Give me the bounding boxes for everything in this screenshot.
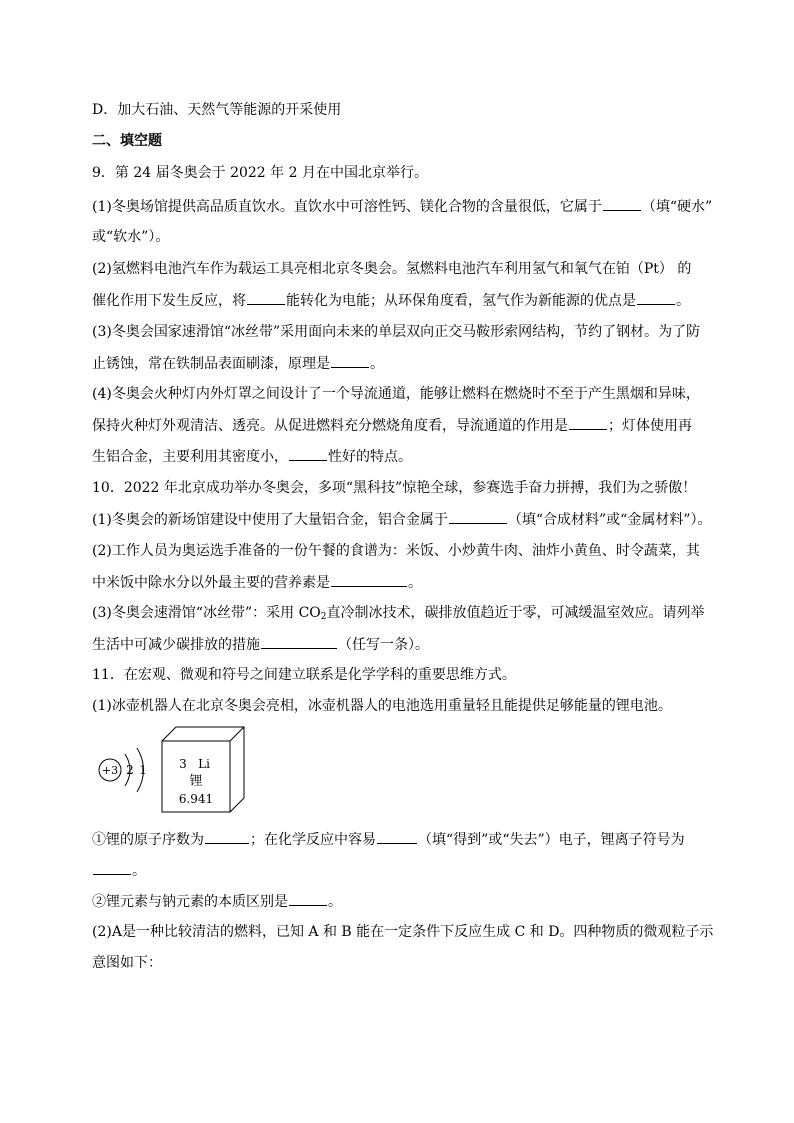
- atomic-mass: 6.941: [178, 792, 214, 806]
- shell-2-count: 1: [139, 763, 147, 777]
- question-9-stem: 9．第 24 届冬奥会于 2022 年 2 月在中国北京举行。: [92, 165, 428, 181]
- question-9-part-3: (3)冬奥会国家速滑馆“冰丝带”采用面向未来的单层双向正交马鞍形索网结构，节约了钢材。为了防: [92, 324, 701, 340]
- answer-blank[interactable]: [205, 829, 249, 844]
- question-11-sub-2: ②锂元素与钠元素的本质区别是 。: [92, 891, 704, 912]
- answer-blank[interactable]: [331, 572, 407, 587]
- element-name: 锂: [189, 774, 203, 789]
- element-card: [162, 727, 244, 812]
- answer-blank[interactable]: [603, 196, 641, 211]
- section-heading-fill-blank: 二、填空题: [92, 133, 162, 149]
- question-9-part-2: (2)氢燃料电池汽车作为载运工具亮相北京冬奥会。氢燃料电池汽车利用氢气和氧气在铂（Pt） 的: [92, 261, 692, 277]
- answer-blank[interactable]: [289, 891, 327, 906]
- answer-blank[interactable]: [331, 353, 369, 368]
- question-11-part-2: (2)A是一种比较清洁的燃料，已知 A 和 B 能在一定条件下反应生成 C 和 D。四种物质的微观粒子示: [92, 924, 714, 940]
- answer-blank[interactable]: [449, 509, 507, 524]
- question-10-stem: 10．2022 年北京成功举办冬奥会，多项“黑科技”惊艳全球，参赛选手奋力拼搏，我们为之骄傲！: [92, 480, 697, 496]
- question-9-part-2-cont: 催化作用下发生反应，将 能转化为电能；从环保角度看，氢气作为新能源的优点是 。: [92, 290, 704, 311]
- question-11-sub-1: ①锂的原子序数为 ；在化学反应中容易 （填“得到”或“失去”）电子，锂离子符号为: [92, 829, 704, 850]
- question-10-part-1: (1)冬奥会的新场馆建设中使用了大量铝合金，铝合金属于 （填“合成材料”或“金属材料”）。: [92, 509, 704, 530]
- question-11-part-2-cont: 意图如下：: [92, 955, 162, 971]
- question-11-sub-1-cont: 。: [92, 860, 704, 881]
- question-10-part-3-cont: 生活中可减少碳排放的措施 （任写一条）。: [92, 634, 704, 655]
- question-11-stem: 11．在宏观、微观和符号之间建立联系是化学学科的重要思维方式。: [92, 667, 516, 683]
- question-9-part-4: (4)冬奥会火种灯内外灯罩之间设计了一个导流通道，能够让燃料在燃烧时不至于产生黑烟和异味，: [92, 386, 700, 402]
- question-10-part-2: (2)工作人员为奥运选手准备的一份午餐的食谱为：米饭、小炒黄牛肉、油炸小黄鱼、时令蔬菜，其: [92, 543, 700, 559]
- atom-structure: [99, 748, 147, 792]
- element-symbol: Li: [198, 757, 210, 771]
- question-10-part-2-cont: 中米饭中除水分以外最主要的营养素是 。: [92, 572, 704, 593]
- atomic-number: 3: [179, 757, 187, 771]
- answer-blank[interactable]: [289, 446, 327, 461]
- nucleus-charge: +3: [101, 764, 119, 777]
- answer-blank[interactable]: [377, 829, 417, 844]
- question-9-part-3-cont: 止锈蚀，常在铁制品表面刷漆，原理是 。: [92, 353, 704, 374]
- question-9-part-1: (1)冬奥场馆提供高品质直饮水。直饮水中可溶性钙、镁化合物的含量很低，它属于 （填“硬水”: [92, 196, 704, 217]
- question-9-part-4-cont: 保持火种灯外观清洁、透亮。从促进燃料充分燃烧角度看，导流通道的作用是 ；灯体使用再: [92, 415, 704, 436]
- answer-blank[interactable]: [637, 290, 675, 305]
- question-9-part-1-cont: 或“软水”）。: [92, 229, 170, 245]
- answer-blank[interactable]: [93, 860, 131, 875]
- card-edge: [230, 727, 244, 741]
- shell-1-count: 2: [126, 763, 134, 777]
- answer-blank[interactable]: [247, 290, 285, 305]
- lithium-diagram: [92, 724, 262, 816]
- question-9-part-4-cont2: 生铝合金，主要利用其密度小， 性好的特点。: [92, 446, 704, 467]
- option-d: D．加大石油、天然气等能源的开采使用: [92, 102, 342, 118]
- answer-blank[interactable]: [569, 415, 607, 430]
- question-11-part-1: (1)冰壶机器人在北京冬奥会亮相，冰壶机器人的电池选用重量轻且能提供足够能量的锂电池。: [92, 698, 672, 714]
- question-10-part-3: (3)冬奥会速滑馆“冰丝带”：采用 $CO_2$直冷制冰技术，碳排放值趋近于零，可减缓温室效应。请列举: [92, 605, 705, 622]
- answer-blank[interactable]: [261, 634, 337, 649]
